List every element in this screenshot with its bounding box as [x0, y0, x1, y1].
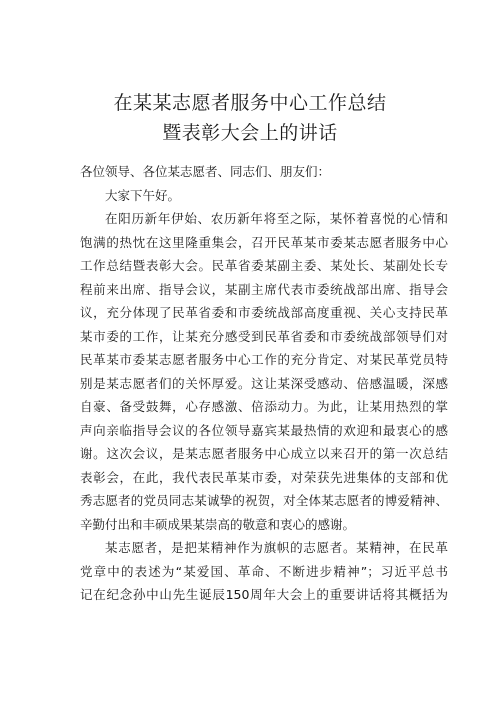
- paragraph-line: 在阳历新年伊始、农历新年将至之际，某怀着喜悦的心情和: [105, 211, 448, 226]
- paragraph-2: [80, 536, 448, 607]
- paragraph-line: 民革某市委某志愿者服务中心工作的充分肯定、对某民革党员特: [80, 352, 448, 367]
- title-line-1: 在某某志愿者服务中心工作总结: [113, 92, 387, 114]
- paragraph-line: 党章中的表述为“某爱国、革命、不断进步精神”；习近平总书: [80, 563, 448, 579]
- greeting: 大家下午好。: [105, 187, 181, 203]
- paragraph-line: 谢。这次会议，是某志愿者服务中心成立以来召开的第一次总结: [80, 446, 448, 461]
- paragraph-line: 程前来出席、指导会议，某副主席代表市委统战部出席、指导会: [80, 281, 448, 297]
- paragraph-line: 秀志愿者的党员同志某诚挚的祝贺，对全体某志愿者的博爱精神、: [80, 493, 448, 508]
- document-body: [80, 160, 448, 607]
- paragraph-line: 记在纪念孙中山先生诞辰150周年大会上的重要讲话将其概括为: [80, 587, 448, 602]
- paragraph-line: 某市委的工作，让某充分感受到民革省委和市委统战部领导们对: [80, 328, 448, 344]
- paragraph-line: 工作总结暨表彰大会。民革省委某副主委、某处长、某副处长专: [80, 258, 448, 273]
- paragraph-line: 表彰会，在此，我代表民革某市委，对荣获先进集体的支部和优: [80, 469, 448, 485]
- document-title: [0, 88, 500, 148]
- paragraph-line: 辛勤付出和丰硕成果某崇高的敬意和衷心的感谢。: [80, 516, 356, 532]
- paragraph-1: [80, 207, 448, 536]
- paragraph-line: 自豪、备受鼓舞，心存感激、倍添动力。为此，让某用热烈的掌: [80, 399, 448, 414]
- salutation: 各位领导、各位某志愿者、同志们、朋友们：: [80, 164, 331, 179]
- title-line-2: 暨表彰大会上的讲话: [162, 122, 338, 144]
- paragraph-line: 饱满的热忱在这里隆重集会，召开民革某市委某志愿者服务中心: [80, 234, 448, 250]
- paragraph-line: 别是某志愿者们的关怀厚爱。这让某深受感动、倍感温暖，深感: [80, 375, 448, 391]
- paragraph-line: 某志愿者，是把某精神作为旗帜的志愿者。某精神，在民革: [105, 540, 448, 555]
- paragraph-line: 议，充分体现了民革省委和市委统战部高度重视、关心支持民革: [80, 305, 448, 320]
- paragraph-line: 声向亲临指导会议的各位领导嘉宾某最热情的欢迎和最衷心的感: [80, 422, 448, 438]
